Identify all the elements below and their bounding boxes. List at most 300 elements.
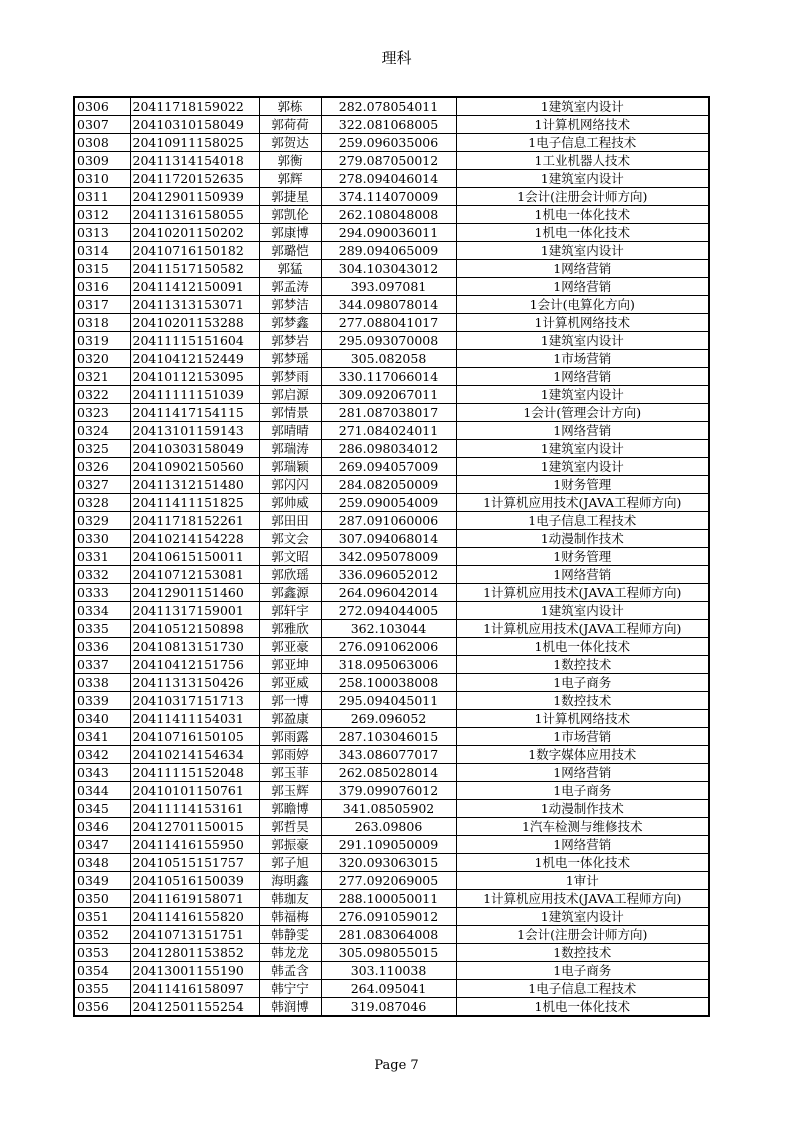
- cell-seq-no: 0341: [74, 728, 130, 746]
- table-row: [74, 332, 709, 350]
- cell-major: 1建筑室内设计: [456, 440, 709, 458]
- cell-score: 304.103043012: [321, 260, 456, 278]
- cell-exam-no: 20410911158025: [130, 134, 259, 152]
- table-row: [74, 836, 709, 854]
- cell-student-name: 郭贺达: [259, 134, 321, 152]
- cell-major: 1机电一体化技术: [456, 224, 709, 242]
- cell-exam-no: 20410902150560: [130, 458, 259, 476]
- cell-major: 1数控技术: [456, 656, 709, 674]
- cell-score: 295.093070008: [321, 332, 456, 350]
- cell-exam-no: 20413101159143: [130, 422, 259, 440]
- cell-student-name: 郭梦雨: [259, 368, 321, 386]
- cell-major: 1会计(电算化方向): [456, 296, 709, 314]
- cell-score: 258.100038008: [321, 674, 456, 692]
- cell-seq-no: 0319: [74, 332, 130, 350]
- cell-major: 1计算机网络技术: [456, 314, 709, 332]
- cell-exam-no: 20411412150091: [130, 278, 259, 296]
- table-row: [74, 170, 709, 188]
- cell-score: 309.092067011: [321, 386, 456, 404]
- table-row: [74, 782, 709, 800]
- cell-score: 291.109050009: [321, 836, 456, 854]
- cell-exam-no: 20410615150011: [130, 548, 259, 566]
- cell-student-name: 郭亚豪: [259, 638, 321, 656]
- cell-student-name: 郭梦瑶: [259, 350, 321, 368]
- cell-seq-no: 0325: [74, 440, 130, 458]
- cell-seq-no: 0329: [74, 512, 130, 530]
- cell-student-name: 郭情景: [259, 404, 321, 422]
- cell-score: 262.085028014: [321, 764, 456, 782]
- cell-student-name: 郭辉: [259, 170, 321, 188]
- table-row: [74, 116, 709, 134]
- cell-exam-no: 20411312151480: [130, 476, 259, 494]
- cell-score: 374.114070009: [321, 188, 456, 206]
- cell-major: 1计算机网络技术: [456, 710, 709, 728]
- cell-student-name: 郭亚威: [259, 674, 321, 692]
- cell-exam-no: 20411720152635: [130, 170, 259, 188]
- cell-student-name: 郭哲昊: [259, 818, 321, 836]
- cell-student-name: 郭玉辉: [259, 782, 321, 800]
- cell-score: 330.117066014: [321, 368, 456, 386]
- cell-student-name: 郭田田: [259, 512, 321, 530]
- cell-seq-no: 0337: [74, 656, 130, 674]
- cell-score: 284.082050009: [321, 476, 456, 494]
- cell-major: 1电子商务: [456, 674, 709, 692]
- table-row: [74, 674, 709, 692]
- cell-exam-no: 20411416158097: [130, 980, 259, 998]
- cell-seq-no: 0349: [74, 872, 130, 890]
- cell-score: 320.093063015: [321, 854, 456, 872]
- cell-score: 342.095078009: [321, 548, 456, 566]
- cell-exam-no: 20410412152449: [130, 350, 259, 368]
- table-row: [74, 764, 709, 782]
- cell-score: 303.110038: [321, 962, 456, 980]
- table-row: [74, 458, 709, 476]
- table-row: [74, 476, 709, 494]
- cell-score: 269.096052: [321, 710, 456, 728]
- cell-exam-no: 20410303158049: [130, 440, 259, 458]
- cell-seq-no: 0334: [74, 602, 130, 620]
- table-row: [74, 980, 709, 998]
- cell-score: 262.108048008: [321, 206, 456, 224]
- cell-score: 318.095063006: [321, 656, 456, 674]
- cell-major: 1机电一体化技术: [456, 998, 709, 1017]
- cell-student-name: 郭一博: [259, 692, 321, 710]
- cell-score: 272.094044005: [321, 602, 456, 620]
- cell-student-name: 韩润博: [259, 998, 321, 1017]
- cell-score: 277.088041017: [321, 314, 456, 332]
- cell-exam-no: 20411417154115: [130, 404, 259, 422]
- cell-exam-no: 20410214154228: [130, 530, 259, 548]
- cell-student-name: 郭荷荷: [259, 116, 321, 134]
- cell-seq-no: 0328: [74, 494, 130, 512]
- table-row: [74, 368, 709, 386]
- table-row: [74, 566, 709, 584]
- cell-major: 1电子信息工程技术: [456, 512, 709, 530]
- cell-seq-no: 0318: [74, 314, 130, 332]
- table-row: [74, 152, 709, 170]
- cell-score: 289.094065009: [321, 242, 456, 260]
- cell-major: 1网络营销: [456, 422, 709, 440]
- cell-major: 1机电一体化技术: [456, 206, 709, 224]
- cell-score: 319.087046: [321, 998, 456, 1017]
- cell-student-name: 郭启源: [259, 386, 321, 404]
- cell-major: 1汽车检测与维修技术: [456, 818, 709, 836]
- table-row: [74, 97, 709, 116]
- cell-score: 322.081068005: [321, 116, 456, 134]
- cell-exam-no: 20411313153071: [130, 296, 259, 314]
- table-row: [74, 872, 709, 890]
- cell-exam-no: 20410512150898: [130, 620, 259, 638]
- cell-score: 295.094045011: [321, 692, 456, 710]
- table-row: [74, 242, 709, 260]
- cell-score: 263.09806: [321, 818, 456, 836]
- cell-score: 341.08505902: [321, 800, 456, 818]
- cell-student-name: 郭凯伦: [259, 206, 321, 224]
- cell-major: 1建筑室内设计: [456, 908, 709, 926]
- cell-student-name: 韩龙龙: [259, 944, 321, 962]
- cell-student-name: 韩福梅: [259, 908, 321, 926]
- table-row: [74, 548, 709, 566]
- cell-score: 336.096052012: [321, 566, 456, 584]
- cell-major: 1电子商务: [456, 962, 709, 980]
- cell-exam-no: 20410101150761: [130, 782, 259, 800]
- cell-student-name: 郭孟涛: [259, 278, 321, 296]
- cell-score: 344.098078014: [321, 296, 456, 314]
- cell-score: 278.094046014: [321, 170, 456, 188]
- cell-seq-no: 0313: [74, 224, 130, 242]
- cell-seq-no: 0352: [74, 926, 130, 944]
- cell-major: 1财务管理: [456, 548, 709, 566]
- cell-score: 288.100050011: [321, 890, 456, 908]
- table-row: [74, 800, 709, 818]
- cell-seq-no: 0324: [74, 422, 130, 440]
- cell-exam-no: 20413001155190: [130, 962, 259, 980]
- cell-student-name: 郭晴晴: [259, 422, 321, 440]
- cell-exam-no: 20410712153081: [130, 566, 259, 584]
- cell-major: 1网络营销: [456, 836, 709, 854]
- cell-major: 1数控技术: [456, 944, 709, 962]
- cell-student-name: 郭子旭: [259, 854, 321, 872]
- cell-score: 277.092069005: [321, 872, 456, 890]
- cell-seq-no: 0314: [74, 242, 130, 260]
- cell-seq-no: 0309: [74, 152, 130, 170]
- cell-exam-no: 20411411154031: [130, 710, 259, 728]
- table-row: [74, 944, 709, 962]
- cell-student-name: 郭瑞颖: [259, 458, 321, 476]
- table-row: [74, 728, 709, 746]
- cell-exam-no: 20410516150039: [130, 872, 259, 890]
- cell-seq-no: 0326: [74, 458, 130, 476]
- cell-exam-no: 20411313150426: [130, 674, 259, 692]
- cell-student-name: 海明鑫: [259, 872, 321, 890]
- cell-major: 1网络营销: [456, 566, 709, 584]
- cell-major: 1市场营销: [456, 728, 709, 746]
- cell-exam-no: 20411115152048: [130, 764, 259, 782]
- table-row: [74, 584, 709, 602]
- cell-exam-no: 20410716150105: [130, 728, 259, 746]
- cell-major: 1数字媒体应用技术: [456, 746, 709, 764]
- cell-exam-no: 20411111151039: [130, 386, 259, 404]
- cell-exam-no: 20411718159022: [130, 97, 259, 116]
- cell-student-name: 郭梦岩: [259, 332, 321, 350]
- cell-student-name: 韩珈友: [259, 890, 321, 908]
- table-row: [74, 602, 709, 620]
- cell-seq-no: 0332: [74, 566, 130, 584]
- cell-student-name: 郭雨露: [259, 728, 321, 746]
- cell-score: 276.091062006: [321, 638, 456, 656]
- table-row: [74, 692, 709, 710]
- cell-exam-no: 20412901151460: [130, 584, 259, 602]
- cell-exam-no: 20411115151604: [130, 332, 259, 350]
- cell-score: 259.090054009: [321, 494, 456, 512]
- cell-exam-no: 20411314154018: [130, 152, 259, 170]
- cell-seq-no: 0338: [74, 674, 130, 692]
- cell-student-name: 郭盈康: [259, 710, 321, 728]
- cell-exam-no: 20410515151757: [130, 854, 259, 872]
- cell-score: 281.087038017: [321, 404, 456, 422]
- cell-seq-no: 0315: [74, 260, 130, 278]
- cell-student-name: 郭雨婷: [259, 746, 321, 764]
- table-row: [74, 314, 709, 332]
- cell-major: 1财务管理: [456, 476, 709, 494]
- cell-student-name: 郭文会: [259, 530, 321, 548]
- cell-major: 1计算机应用技术(JAVA工程师方向): [456, 584, 709, 602]
- cell-seq-no: 0344: [74, 782, 130, 800]
- cell-exam-no: 20411718152261: [130, 512, 259, 530]
- cell-seq-no: 0316: [74, 278, 130, 296]
- cell-seq-no: 0333: [74, 584, 130, 602]
- cell-seq-no: 0320: [74, 350, 130, 368]
- cell-seq-no: 0307: [74, 116, 130, 134]
- cell-student-name: 韩静雯: [259, 926, 321, 944]
- cell-student-name: 郭鑫源: [259, 584, 321, 602]
- cell-exam-no: 20411316158055: [130, 206, 259, 224]
- cell-major: 1网络营销: [456, 764, 709, 782]
- cell-major: 1电子信息工程技术: [456, 134, 709, 152]
- cell-seq-no: 0312: [74, 206, 130, 224]
- cell-major: 1网络营销: [456, 260, 709, 278]
- cell-major: 1机电一体化技术: [456, 638, 709, 656]
- cell-exam-no: 20412501155254: [130, 998, 259, 1017]
- cell-score: 281.083064008: [321, 926, 456, 944]
- cell-major: 1网络营销: [456, 368, 709, 386]
- cell-student-name: 韩宁宁: [259, 980, 321, 998]
- cell-student-name: 郭闪闪: [259, 476, 321, 494]
- cell-student-name: 郭衡: [259, 152, 321, 170]
- cell-score: 282.078054011: [321, 97, 456, 116]
- table-row: [74, 260, 709, 278]
- cell-exam-no: 20410201153288: [130, 314, 259, 332]
- cell-student-name: 郭栋: [259, 97, 321, 116]
- cell-exam-no: 20410317151713: [130, 692, 259, 710]
- cell-seq-no: 0321: [74, 368, 130, 386]
- cell-seq-no: 0350: [74, 890, 130, 908]
- table-row: [74, 854, 709, 872]
- cell-student-name: 郭玉菲: [259, 764, 321, 782]
- cell-student-name: 郭捷星: [259, 188, 321, 206]
- cell-student-name: 郭振豪: [259, 836, 321, 854]
- cell-seq-no: 0348: [74, 854, 130, 872]
- cell-seq-no: 0354: [74, 962, 130, 980]
- cell-student-name: 郭梦鑫: [259, 314, 321, 332]
- cell-major: 1动漫制作技术: [456, 800, 709, 818]
- cell-major: 1会计(注册会计师方向): [456, 926, 709, 944]
- cell-exam-no: 20410310158049: [130, 116, 259, 134]
- cell-major: 1计算机应用技术(JAVA工程师方向): [456, 890, 709, 908]
- cell-seq-no: 0331: [74, 548, 130, 566]
- cell-major: 1电子商务: [456, 782, 709, 800]
- cell-student-name: 郭欣瑶: [259, 566, 321, 584]
- cell-seq-no: 0308: [74, 134, 130, 152]
- cell-seq-no: 0306: [74, 97, 130, 116]
- cell-score: 271.084024011: [321, 422, 456, 440]
- cell-student-name: 郭亚坤: [259, 656, 321, 674]
- cell-student-name: 郭康博: [259, 224, 321, 242]
- table-row: [74, 422, 709, 440]
- cell-major: 1市场营销: [456, 350, 709, 368]
- cell-exam-no: 20411317159001: [130, 602, 259, 620]
- table-row: [74, 998, 709, 1017]
- table-row: [74, 206, 709, 224]
- cell-seq-no: 0330: [74, 530, 130, 548]
- cell-student-name: 郭瑞涛: [259, 440, 321, 458]
- cell-score: 276.091059012: [321, 908, 456, 926]
- cell-seq-no: 0327: [74, 476, 130, 494]
- cell-score: 287.091060006: [321, 512, 456, 530]
- cell-major: 1网络营销: [456, 278, 709, 296]
- cell-exam-no: 20410716150182: [130, 242, 259, 260]
- admission-table-body: [74, 97, 709, 1016]
- cell-major: 1动漫制作技术: [456, 530, 709, 548]
- cell-score: 286.098034012: [321, 440, 456, 458]
- table-row: [74, 530, 709, 548]
- cell-exam-no: 20410201150202: [130, 224, 259, 242]
- table-row: [74, 404, 709, 422]
- cell-seq-no: 0339: [74, 692, 130, 710]
- cell-major: 1电子信息工程技术: [456, 980, 709, 998]
- cell-major: 1计算机网络技术: [456, 116, 709, 134]
- cell-student-name: 郭璐恺: [259, 242, 321, 260]
- table-row: [74, 350, 709, 368]
- cell-score: 264.095041: [321, 980, 456, 998]
- cell-student-name: 郭帅威: [259, 494, 321, 512]
- table-row: [74, 908, 709, 926]
- cell-seq-no: 0336: [74, 638, 130, 656]
- cell-score: 269.094057009: [321, 458, 456, 476]
- table-row: [74, 224, 709, 242]
- cell-major: 1建筑室内设计: [456, 386, 709, 404]
- cell-exam-no: 20410112153095: [130, 368, 259, 386]
- admission-table: [73, 96, 710, 1017]
- cell-exam-no: 20412901150939: [130, 188, 259, 206]
- cell-exam-no: 20410412151756: [130, 656, 259, 674]
- cell-exam-no: 20411619158071: [130, 890, 259, 908]
- cell-major: 1建筑室内设计: [456, 97, 709, 116]
- cell-exam-no: 20410713151751: [130, 926, 259, 944]
- cell-major: 1会计(注册会计师方向): [456, 188, 709, 206]
- cell-seq-no: 0317: [74, 296, 130, 314]
- cell-seq-no: 0355: [74, 980, 130, 998]
- table-row: [74, 296, 709, 314]
- cell-score: 279.087050012: [321, 152, 456, 170]
- cell-seq-no: 0345: [74, 800, 130, 818]
- cell-major: 1建筑室内设计: [456, 458, 709, 476]
- cell-major: 1建筑室内设计: [456, 332, 709, 350]
- table-row: [74, 638, 709, 656]
- cell-score: 379.099076012: [321, 782, 456, 800]
- cell-score: 305.082058: [321, 350, 456, 368]
- cell-seq-no: 0346: [74, 818, 130, 836]
- table-row: [74, 746, 709, 764]
- cell-major: 1数控技术: [456, 692, 709, 710]
- cell-major: 1计算机应用技术(JAVA工程师方向): [456, 620, 709, 638]
- page-title: 理科: [381, 49, 412, 67]
- table-row: [74, 962, 709, 980]
- cell-major: 1建筑室内设计: [456, 170, 709, 188]
- cell-score: 264.096042014: [321, 584, 456, 602]
- cell-score: 294.090036011: [321, 224, 456, 242]
- cell-major: 1建筑室内设计: [456, 602, 709, 620]
- table-row: [74, 710, 709, 728]
- cell-major: 1审计: [456, 872, 709, 890]
- cell-seq-no: 0311: [74, 188, 130, 206]
- cell-score: 393.097081: [321, 278, 456, 296]
- cell-seq-no: 0310: [74, 170, 130, 188]
- cell-student-name: 郭文昭: [259, 548, 321, 566]
- cell-exam-no: 20411114153161: [130, 800, 259, 818]
- cell-major: 1会计(管理会计方向): [456, 404, 709, 422]
- cell-seq-no: 0351: [74, 908, 130, 926]
- page-number: Page 7: [374, 1058, 419, 1073]
- cell-seq-no: 0343: [74, 764, 130, 782]
- cell-exam-no: 20412701150015: [130, 818, 259, 836]
- cell-score: 362.103044: [321, 620, 456, 638]
- cell-exam-no: 20411416155820: [130, 908, 259, 926]
- cell-score: 343.086077017: [321, 746, 456, 764]
- cell-student-name: 郭梦洁: [259, 296, 321, 314]
- table-row: [74, 890, 709, 908]
- table-row: [74, 620, 709, 638]
- cell-seq-no: 0356: [74, 998, 130, 1017]
- table-row: [74, 818, 709, 836]
- cell-seq-no: 0335: [74, 620, 130, 638]
- cell-seq-no: 0323: [74, 404, 130, 422]
- cell-exam-no: 20412801153852: [130, 944, 259, 962]
- cell-major: 1计算机应用技术(JAVA工程师方向): [456, 494, 709, 512]
- cell-student-name: 郭轩宇: [259, 602, 321, 620]
- cell-exam-no: 20410214154634: [130, 746, 259, 764]
- cell-exam-no: 20411411151825: [130, 494, 259, 512]
- cell-major: 1工业机器人技术: [456, 152, 709, 170]
- cell-score: 259.096035006: [321, 134, 456, 152]
- cell-seq-no: 0342: [74, 746, 130, 764]
- cell-seq-no: 0322: [74, 386, 130, 404]
- table-row: [74, 440, 709, 458]
- cell-score: 287.103046015: [321, 728, 456, 746]
- cell-exam-no: 20411517150582: [130, 260, 259, 278]
- cell-seq-no: 0353: [74, 944, 130, 962]
- cell-student-name: 韩孟含: [259, 962, 321, 980]
- cell-student-name: 郭猛: [259, 260, 321, 278]
- cell-score: 307.094068014: [321, 530, 456, 548]
- table-row: [74, 134, 709, 152]
- cell-exam-no: 20410813151730: [130, 638, 259, 656]
- table-row: [74, 386, 709, 404]
- cell-major: 1建筑室内设计: [456, 242, 709, 260]
- cell-student-name: 郭瞻博: [259, 800, 321, 818]
- cell-score: 305.098055015: [321, 944, 456, 962]
- cell-seq-no: 0347: [74, 836, 130, 854]
